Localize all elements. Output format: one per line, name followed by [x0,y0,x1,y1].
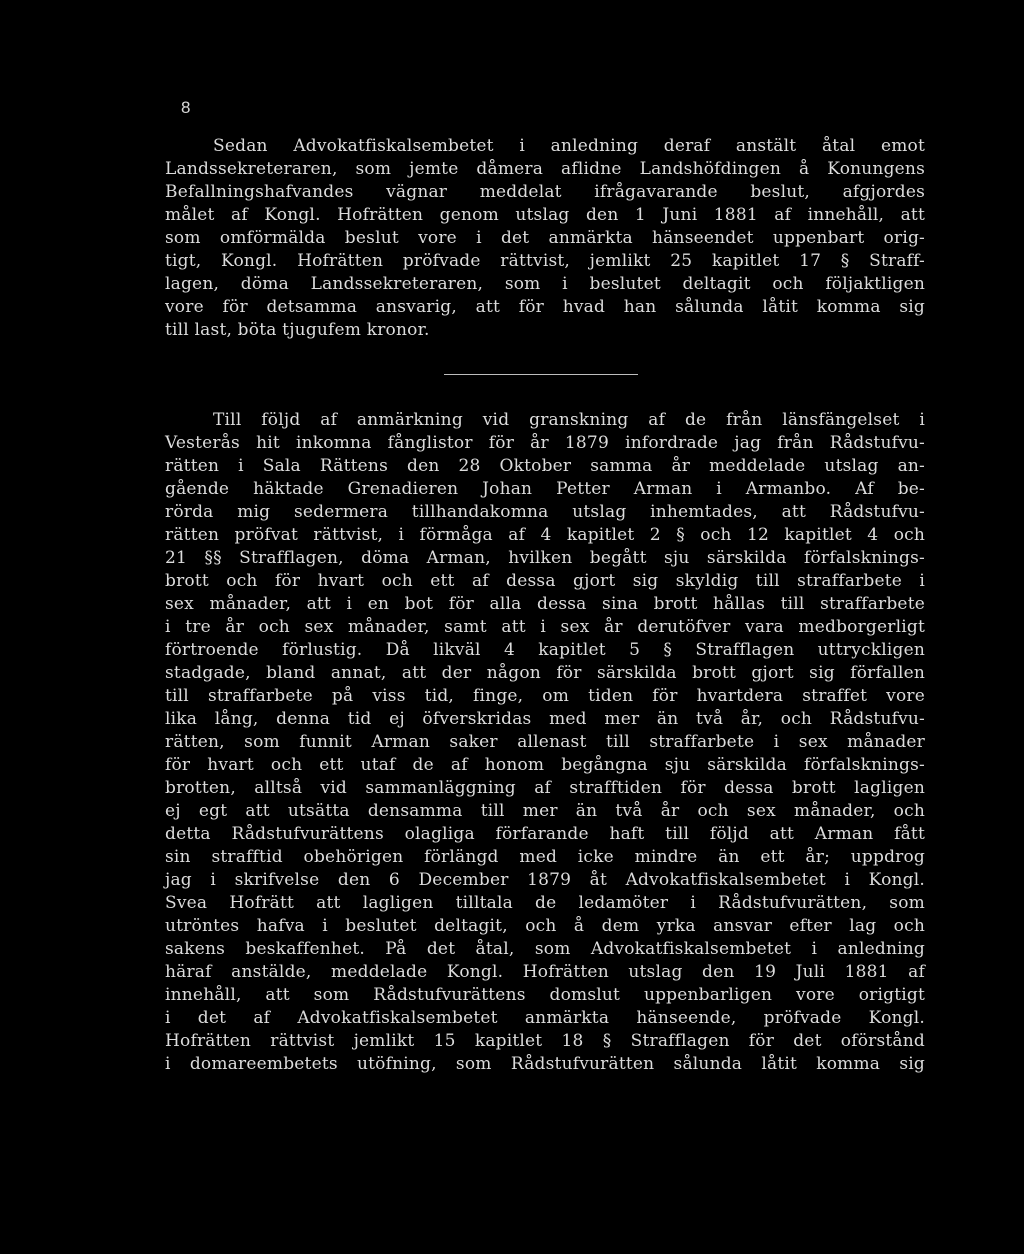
text-line: Till följd af anmärkning vid granskning af de från länsfängelset i [213,410,925,430]
text-line: innehåll, att som Rådstufvurättens domslut uppenbarligen vore origtigt [165,985,925,1005]
text-line: till last, böta tjugufem kronor. [165,320,430,340]
paragraph-advokatfiskal-landssekreterare [165,135,925,342]
text-line: i tre år och sex månader, samt att i sex år derutöfver vara medborgerligt [165,617,925,637]
text-line: Vesterås hit inkomna fånglistor för år 1879 infordrade jag från Rådstufvu- [165,433,925,453]
text-line: detta Rådstufvurättens olagliga förfarande haft till följd att Arman fått [165,824,925,844]
text-line: i domareembetets utöfning, som Rådstufvurätten sålunda låtit komma sig [165,1054,925,1074]
text-line: målet af Kongl. Hofrätten genom utslag den 1 Juni 1881 af innehåll, att [165,205,925,225]
text-line: lika lång, denna tid ej öfverskridas med mer än två år, och Rådstufvu- [165,709,925,729]
text-line: rätten i Sala Rättens den 28 Oktober samma år meddelade utslag an- [165,456,925,476]
text-line: stadgade, bland annat, att der någon för särskilda brott gjort sig förfallen [165,663,925,683]
text-line: rätten, som funnit Arman saker allenast till straffarbete i sex månader [165,732,925,752]
text-line: jag i skrifvelse den 6 December 1879 åt Advokatfiskalsembetet i Kongl. [165,870,925,890]
text-line: vore för detsamma ansvarig, att för hvad han sålunda låtit komma sig [165,297,925,317]
text-line: lagen, döma Landssekreteraren, som i beslutet deltagit och följaktligen [165,274,925,294]
text-line: Befallningshafvandes vägnar meddelat ifrågavarande beslut, afgjordes [165,182,925,202]
page-number: 8 [181,98,191,117]
paragraph-vesteras-fanglistor [165,409,925,1076]
text-line: till straffarbete på viss tid, finge, om tiden för hvartdera straffet vore [165,686,925,706]
section-divider [444,374,638,375]
text-line: gående häktade Grenadieren Johan Petter Arman i Armanbo. Af be- [165,479,925,499]
text-line: för hvart och ett utaf de af honom begångna sju särskilda förfalsknings- [165,755,925,775]
text-line: ej egt att utsätta densamma till mer än två år och sex månader, och [165,801,925,821]
text-line: brotten, alltså vid sammanläggning af strafftiden för dessa brott lagligen [165,778,925,798]
text-line: förtroende förlustig. Då likväl 4 kapitlet 5 § Strafflagen uttryckligen [165,640,925,660]
text-line: häraf anstälde, meddelade Kongl. Hofrätten utslag den 19 Juli 1881 af [165,962,925,982]
text-line: i det af Advokatfiskalsembetet anmärkta hänseende, pröfvade Kongl. [165,1008,925,1028]
text-line: Landssekreteraren, som jemte dåmera aflidne Landshöfdingen å Konungens [165,159,925,179]
text-line: 21 §§ Strafflagen, döma Arman, hvilken begått sju särskilda förfalsknings- [165,548,925,568]
text-line: sakens beskaffenhet. På det åtal, som Advokatfiskalsembetet i anledning [165,939,925,959]
text-line: Svea Hofrätt att lagligen tilltala de ledamöter i Rådstufvurätten, som [165,893,925,913]
text-line: rörda mig sedermera tillhandakomna utslag inhemtades, att Rådstufvu- [165,502,925,522]
text-line: tigt, Kongl. Hofrätten pröfvade rättvist, jemlikt 25 kapitlet 17 § Straff- [165,251,925,271]
text-line: Sedan Advokatfiskalsembetet i anledning deraf anstält åtal emot [213,136,925,156]
text-line: sex månader, att i en bot för alla dessa sina brott hållas till straffarbete [165,594,925,614]
text-line: som omförmälda beslut vore i det anmärkta hänseendet uppenbart orig- [165,228,925,248]
text-line: Hofrätten rättvist jemlikt 15 kapitlet 18 § Strafflagen för det oförstånd [165,1031,925,1051]
text-line: sin strafftid obehörigen förlängd med icke mindre än ett år; uppdrog [165,847,925,867]
text-line: utröntes hafva i beslutet deltagit, och å dem yrka ansvar efter lag och [165,916,925,936]
text-line: rätten pröfvat rättvist, i förmåga af 4 kapitlet 2 § och 12 kapitlet 4 och [165,525,925,545]
text-line: brott och för hvart och ett af dessa gjort sig skyldig till straffarbete i [165,571,925,591]
